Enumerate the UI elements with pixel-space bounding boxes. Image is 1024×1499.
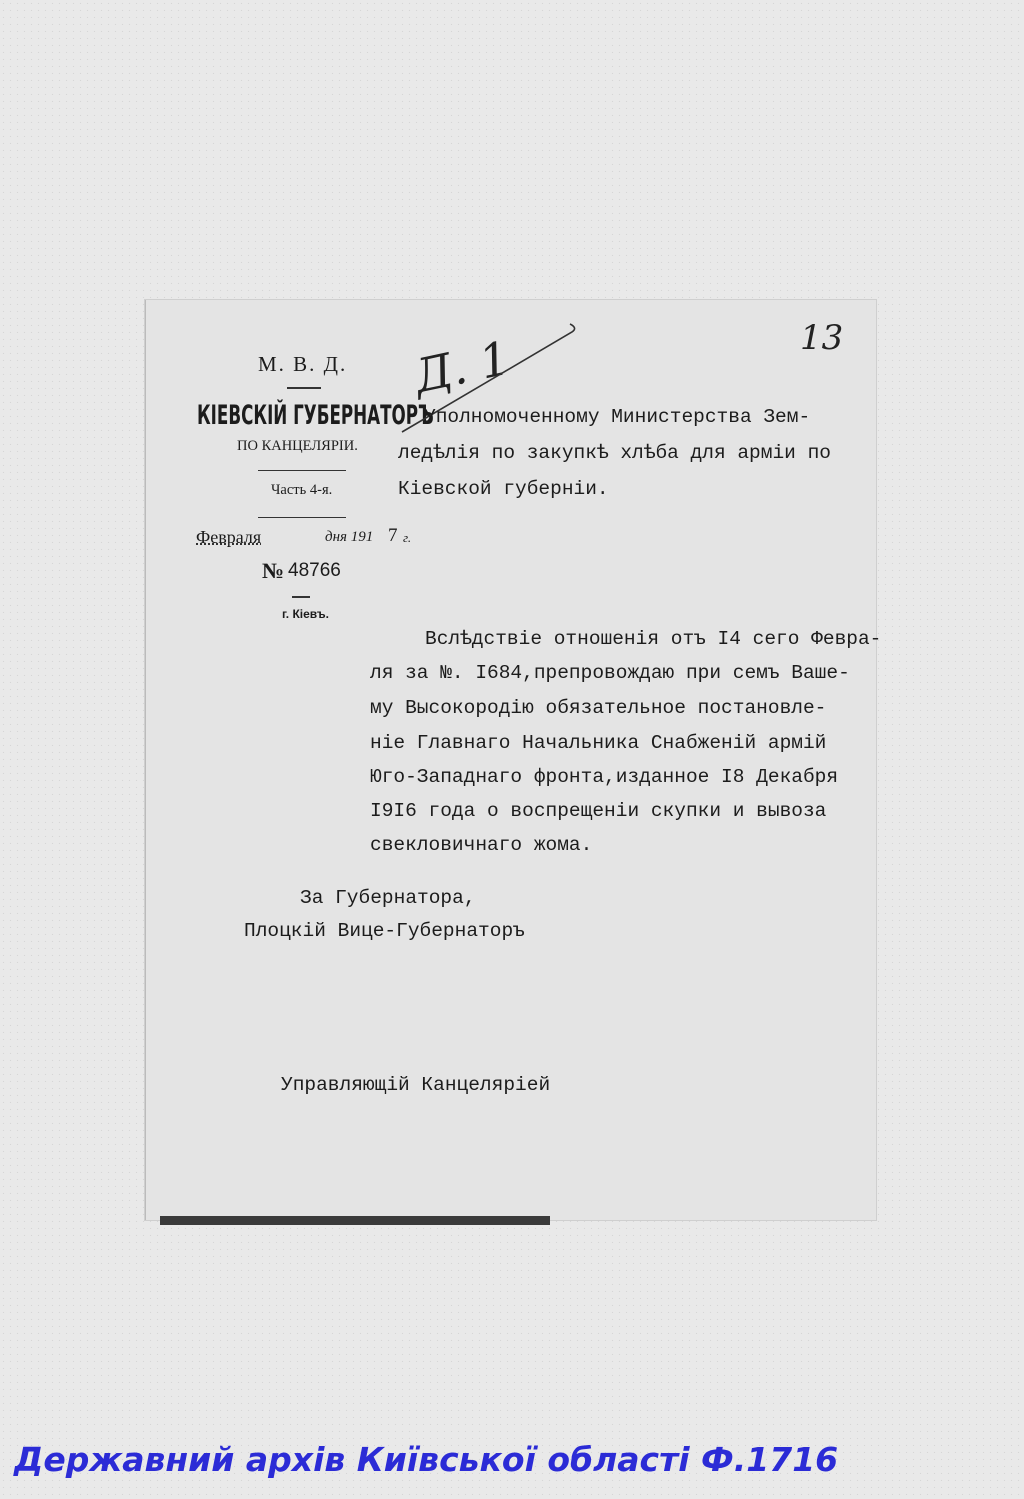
letterhead-year-g: г. bbox=[403, 530, 412, 545]
handwritten-file-mark: Д. 1 bbox=[409, 330, 515, 404]
letterhead-section: Часть 4-я. bbox=[271, 482, 333, 498]
ornament-divider bbox=[258, 470, 346, 471]
archive-caption: Державний архів Київської області Ф.1716 bbox=[14, 1440, 839, 1479]
letterhead-date-suffix: дня 191 bbox=[325, 529, 374, 545]
divider bbox=[292, 596, 310, 598]
ornament-divider bbox=[258, 517, 346, 518]
number-sign: № bbox=[262, 558, 285, 583]
body-line: I9I6 года о воспрещеніи скупки и вывоза bbox=[370, 800, 827, 822]
letterhead-year-digit: 7 bbox=[388, 525, 398, 546]
letterhead-city: г. Кіевъ. bbox=[282, 607, 329, 621]
body-line: свекловичнаго жома. bbox=[370, 834, 593, 856]
letterhead-office: КІЕВСКІЙ ГУБЕРНАТОРЪ bbox=[197, 400, 434, 431]
letterhead-ministry: М. В. Д. bbox=[258, 352, 348, 376]
addressee-line: Кіевской губерніи. bbox=[398, 478, 609, 500]
signature-line: За Губернатора, bbox=[300, 887, 476, 909]
document-number: 48766 bbox=[288, 560, 341, 581]
page-edge-shadow bbox=[160, 1216, 550, 1225]
body-line: Юго-Западнаго фронта,изданное I8 Декабря bbox=[370, 766, 839, 788]
letterhead-month: Февраля bbox=[196, 527, 262, 547]
addressee-line: Уполномоченному Министерства Зем- bbox=[424, 406, 811, 428]
body-line: ніе Главнаго Начальника Снабженій армій bbox=[370, 732, 827, 754]
body-line: му Высокородію обязательное постановле- bbox=[370, 697, 827, 719]
body-line: Вслѣдствіе отношенія отъ I4 сего Февра- bbox=[425, 628, 882, 650]
signature-line: Управляющій Канцеляріей bbox=[281, 1074, 551, 1096]
divider bbox=[287, 387, 321, 389]
page-number: 13 bbox=[800, 318, 844, 358]
addressee-line: ледѣлія по закупкѣ хлѣба для арміи по bbox=[398, 442, 831, 464]
letterhead-department: ПО КАНЦЕЛЯРІИ. bbox=[237, 438, 358, 454]
body-line: ля за №. I684,препровождаю при семъ Ваше- bbox=[370, 662, 850, 684]
signature-line: Плоцкій Вице-Губернаторъ bbox=[244, 920, 525, 942]
